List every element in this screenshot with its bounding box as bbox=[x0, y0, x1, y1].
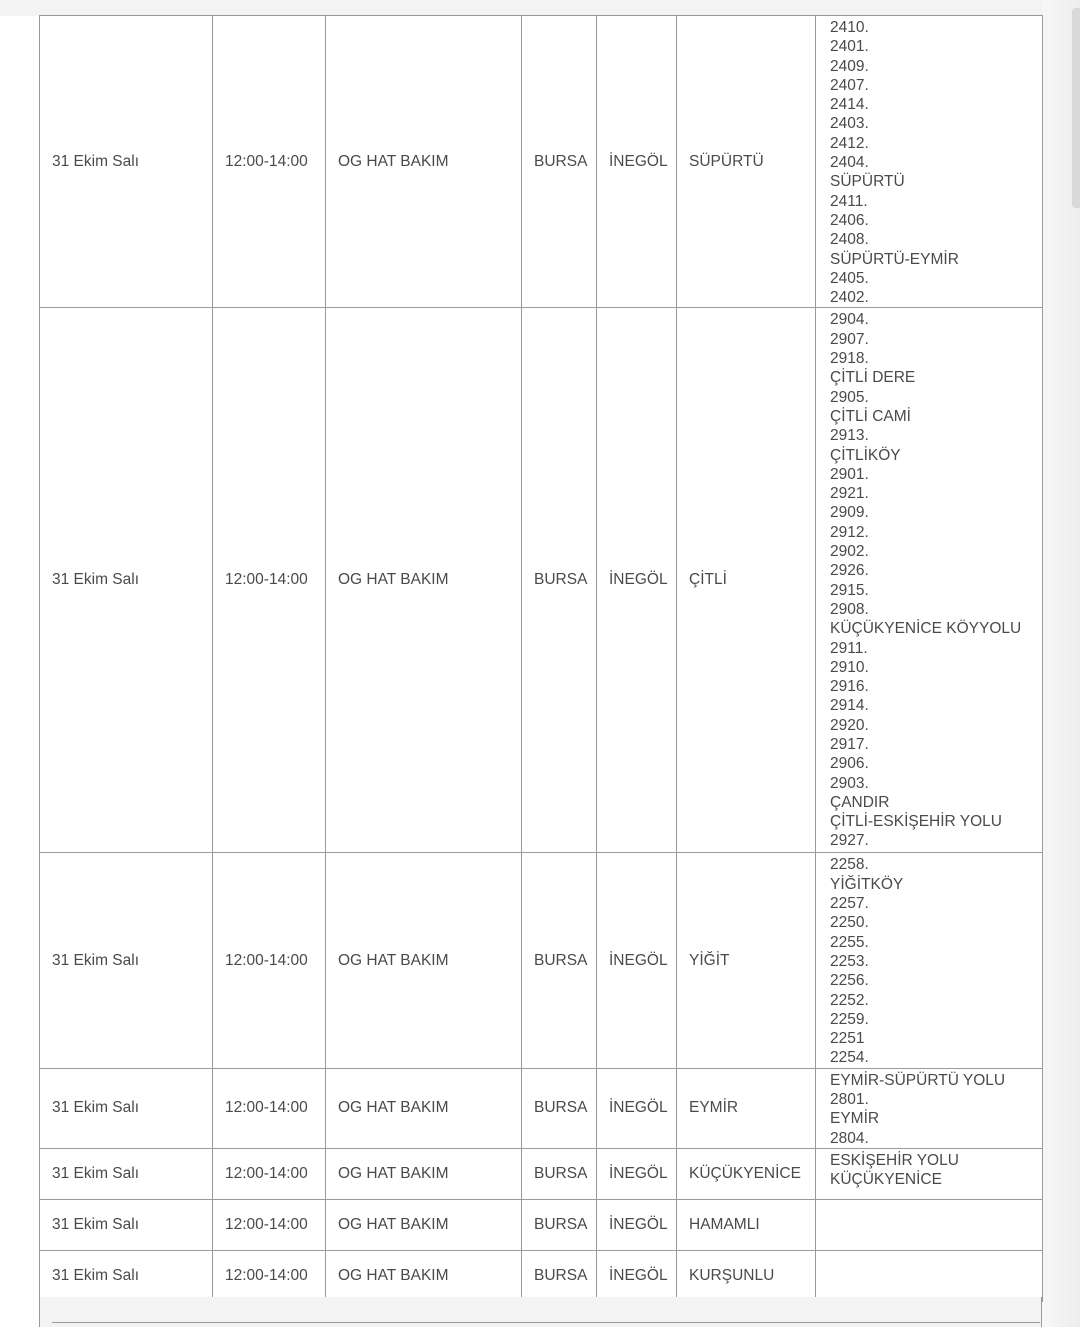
street-item: ÇİTLİKÖY bbox=[830, 446, 901, 464]
district-cell: İNEGÖL bbox=[597, 1250, 677, 1301]
time-cell: 12:00-14:00 bbox=[213, 853, 326, 1068]
street-item: 2405. bbox=[830, 269, 869, 287]
street-item: KÜÇÜKYENİCE KÖYYOLU bbox=[830, 620, 1022, 638]
neighborhood-cell: YİĞİT bbox=[677, 853, 816, 1068]
work-type-cell: OG HAT BAKIM bbox=[326, 1250, 522, 1301]
table-row bbox=[40, 16, 1043, 308]
time-cell: 12:00-14:00 bbox=[213, 16, 326, 308]
street-item: 2257. bbox=[830, 895, 869, 913]
district-cell: İNEGÖL bbox=[597, 853, 677, 1068]
neighborhood-cell: KURŞUNLU bbox=[677, 1250, 816, 1301]
street-item: YİĞİTKÖY bbox=[830, 875, 904, 893]
street-item: 2918. bbox=[830, 350, 869, 368]
street-item: 2912. bbox=[830, 523, 869, 541]
street-item: 2406. bbox=[830, 211, 869, 229]
street-item: 2916. bbox=[830, 678, 869, 696]
street-item: 2801. bbox=[830, 1091, 869, 1109]
street-item: 2404. bbox=[830, 154, 869, 172]
date-cell: 31 Ekim Salı bbox=[40, 1250, 213, 1301]
city-cell: BURSA bbox=[522, 1068, 597, 1148]
work-type-cell: OG HAT BAKIM bbox=[326, 308, 522, 853]
neighborhood-cell: ÇİTLİ bbox=[677, 308, 816, 853]
street-item: 2911. bbox=[830, 639, 868, 657]
district-cell: İNEGÖL bbox=[597, 1068, 677, 1148]
street-item: 2250. bbox=[830, 914, 869, 932]
street-item: 2926. bbox=[830, 562, 869, 580]
table-row bbox=[40, 1068, 1043, 1148]
date-cell: 31 Ekim Salı bbox=[40, 1148, 213, 1199]
time-cell: 12:00-14:00 bbox=[213, 1068, 326, 1148]
street-item: ÇİTLİ CAMİ bbox=[830, 407, 911, 425]
power-outage-table bbox=[39, 15, 1043, 1302]
district-cell: İNEGÖL bbox=[597, 1148, 677, 1199]
city-cell: BURSA bbox=[522, 1148, 597, 1199]
streets-cell bbox=[816, 1148, 1043, 1199]
street-item: 2259. bbox=[830, 1010, 869, 1028]
time-cell: 12:00-14:00 bbox=[213, 308, 326, 853]
streets-cell bbox=[816, 16, 1043, 308]
street-item: 2903. bbox=[830, 774, 869, 792]
street-item: 2905. bbox=[830, 388, 869, 406]
street-item: 2927. bbox=[830, 832, 869, 850]
neighborhood-cell: EYMİR bbox=[677, 1068, 816, 1148]
street-item: 2410. bbox=[830, 19, 869, 36]
street-item: 2403. bbox=[830, 115, 869, 133]
district-cell: İNEGÖL bbox=[597, 1199, 677, 1250]
table-row bbox=[40, 1199, 1043, 1250]
street-item: 2411. bbox=[830, 192, 868, 210]
street-item: KÜÇÜKYENİCE bbox=[830, 1171, 942, 1189]
street-item: 2409. bbox=[830, 57, 869, 75]
street-item: SÜPÜRTÜ bbox=[830, 173, 905, 191]
table-row bbox=[40, 308, 1043, 853]
date-cell: 31 Ekim Salı bbox=[40, 16, 213, 308]
neighborhood-cell: SÜPÜRTÜ bbox=[677, 16, 816, 308]
street-item: ESKİŞEHİR YOLU bbox=[830, 1151, 959, 1169]
street-item: 2253. bbox=[830, 952, 869, 970]
scrollbar-thumb[interactable] bbox=[1072, 8, 1080, 208]
street-item: 2414. bbox=[830, 96, 869, 114]
neighborhood-cell: KÜÇÜKYENİCE bbox=[677, 1148, 816, 1199]
table-body bbox=[40, 16, 1043, 1302]
street-item: 2252. bbox=[830, 991, 869, 1009]
street-item: 2909. bbox=[830, 504, 869, 522]
street-item: EYMİR-SÜPÜRTÜ YOLU bbox=[830, 1071, 1006, 1089]
street-item: 2921. bbox=[830, 485, 869, 503]
street-item: 2407. bbox=[830, 76, 869, 94]
date-cell: 31 Ekim Salı bbox=[40, 1068, 213, 1148]
street-item: 2913. bbox=[830, 427, 869, 445]
streets-cell bbox=[816, 1199, 1043, 1250]
time-cell: 12:00-14:00 bbox=[213, 1148, 326, 1199]
street-item: 2251 bbox=[830, 1030, 865, 1048]
district-cell: İNEGÖL bbox=[597, 308, 677, 853]
street-item: SÜPÜRTÜ-EYMİR bbox=[830, 250, 959, 268]
street-item: ÇİTLİ DERE bbox=[830, 369, 916, 387]
work-type-cell: OG HAT BAKIM bbox=[326, 853, 522, 1068]
footer-divider bbox=[52, 1322, 1040, 1323]
street-item: 2408. bbox=[830, 231, 869, 249]
streets-cell bbox=[816, 1250, 1043, 1301]
time-cell: 12:00-14:00 bbox=[213, 1199, 326, 1250]
street-item: 2915. bbox=[830, 581, 869, 599]
street-item: EYMİR bbox=[830, 1110, 880, 1128]
street-item: 2901. bbox=[830, 465, 869, 483]
street-item: 2255. bbox=[830, 933, 869, 951]
street-item: 2920. bbox=[830, 716, 869, 734]
table-row bbox=[40, 853, 1043, 1068]
district-cell: İNEGÖL bbox=[597, 16, 677, 308]
top-header-band bbox=[0, 0, 1080, 16]
city-cell: BURSA bbox=[522, 853, 597, 1068]
street-item: ÇANDIR bbox=[830, 793, 890, 811]
street-item: 2917. bbox=[830, 735, 869, 753]
street-item: 2804. bbox=[830, 1129, 869, 1147]
work-type-cell: OG HAT BAKIM bbox=[326, 1199, 522, 1250]
date-cell: 31 Ekim Salı bbox=[40, 1199, 213, 1250]
street-item: 2402. bbox=[830, 289, 869, 307]
street-item: 2910. bbox=[830, 658, 869, 676]
neighborhood-cell: HAMAMLI bbox=[677, 1199, 816, 1250]
street-item: 2256. bbox=[830, 972, 869, 990]
street-item: 2908. bbox=[830, 600, 869, 618]
table-row bbox=[40, 1148, 1043, 1199]
street-item: 2907. bbox=[830, 330, 869, 348]
street-item: 2906. bbox=[830, 755, 869, 773]
city-cell: BURSA bbox=[522, 308, 597, 853]
date-cell: 31 Ekim Salı bbox=[40, 853, 213, 1068]
table-row bbox=[40, 1250, 1043, 1301]
streets-cell bbox=[816, 853, 1043, 1068]
city-cell: BURSA bbox=[522, 1250, 597, 1301]
street-item: 2904. bbox=[830, 311, 869, 329]
city-cell: BURSA bbox=[522, 1199, 597, 1250]
time-cell: 12:00-14:00 bbox=[213, 1250, 326, 1301]
streets-cell bbox=[816, 1068, 1043, 1148]
right-page-shadow bbox=[1042, 0, 1080, 1327]
street-item: 2401. bbox=[830, 38, 869, 56]
date-cell: 31 Ekim Salı bbox=[40, 308, 213, 853]
street-item: 2254. bbox=[830, 1049, 869, 1067]
city-cell: BURSA bbox=[522, 16, 597, 308]
work-type-cell: OG HAT BAKIM bbox=[326, 1068, 522, 1148]
work-type-cell: OG HAT BAKIM bbox=[326, 1148, 522, 1199]
streets-cell bbox=[816, 308, 1043, 853]
street-item: 2902. bbox=[830, 543, 869, 561]
street-item: 2914. bbox=[830, 697, 869, 715]
street-item: 2258. bbox=[830, 856, 869, 874]
street-item: 2412. bbox=[830, 134, 869, 152]
street-item: ÇİTLİ-ESKİŞEHİR YOLU bbox=[830, 813, 1002, 831]
work-type-cell: OG HAT BAKIM bbox=[326, 16, 522, 308]
